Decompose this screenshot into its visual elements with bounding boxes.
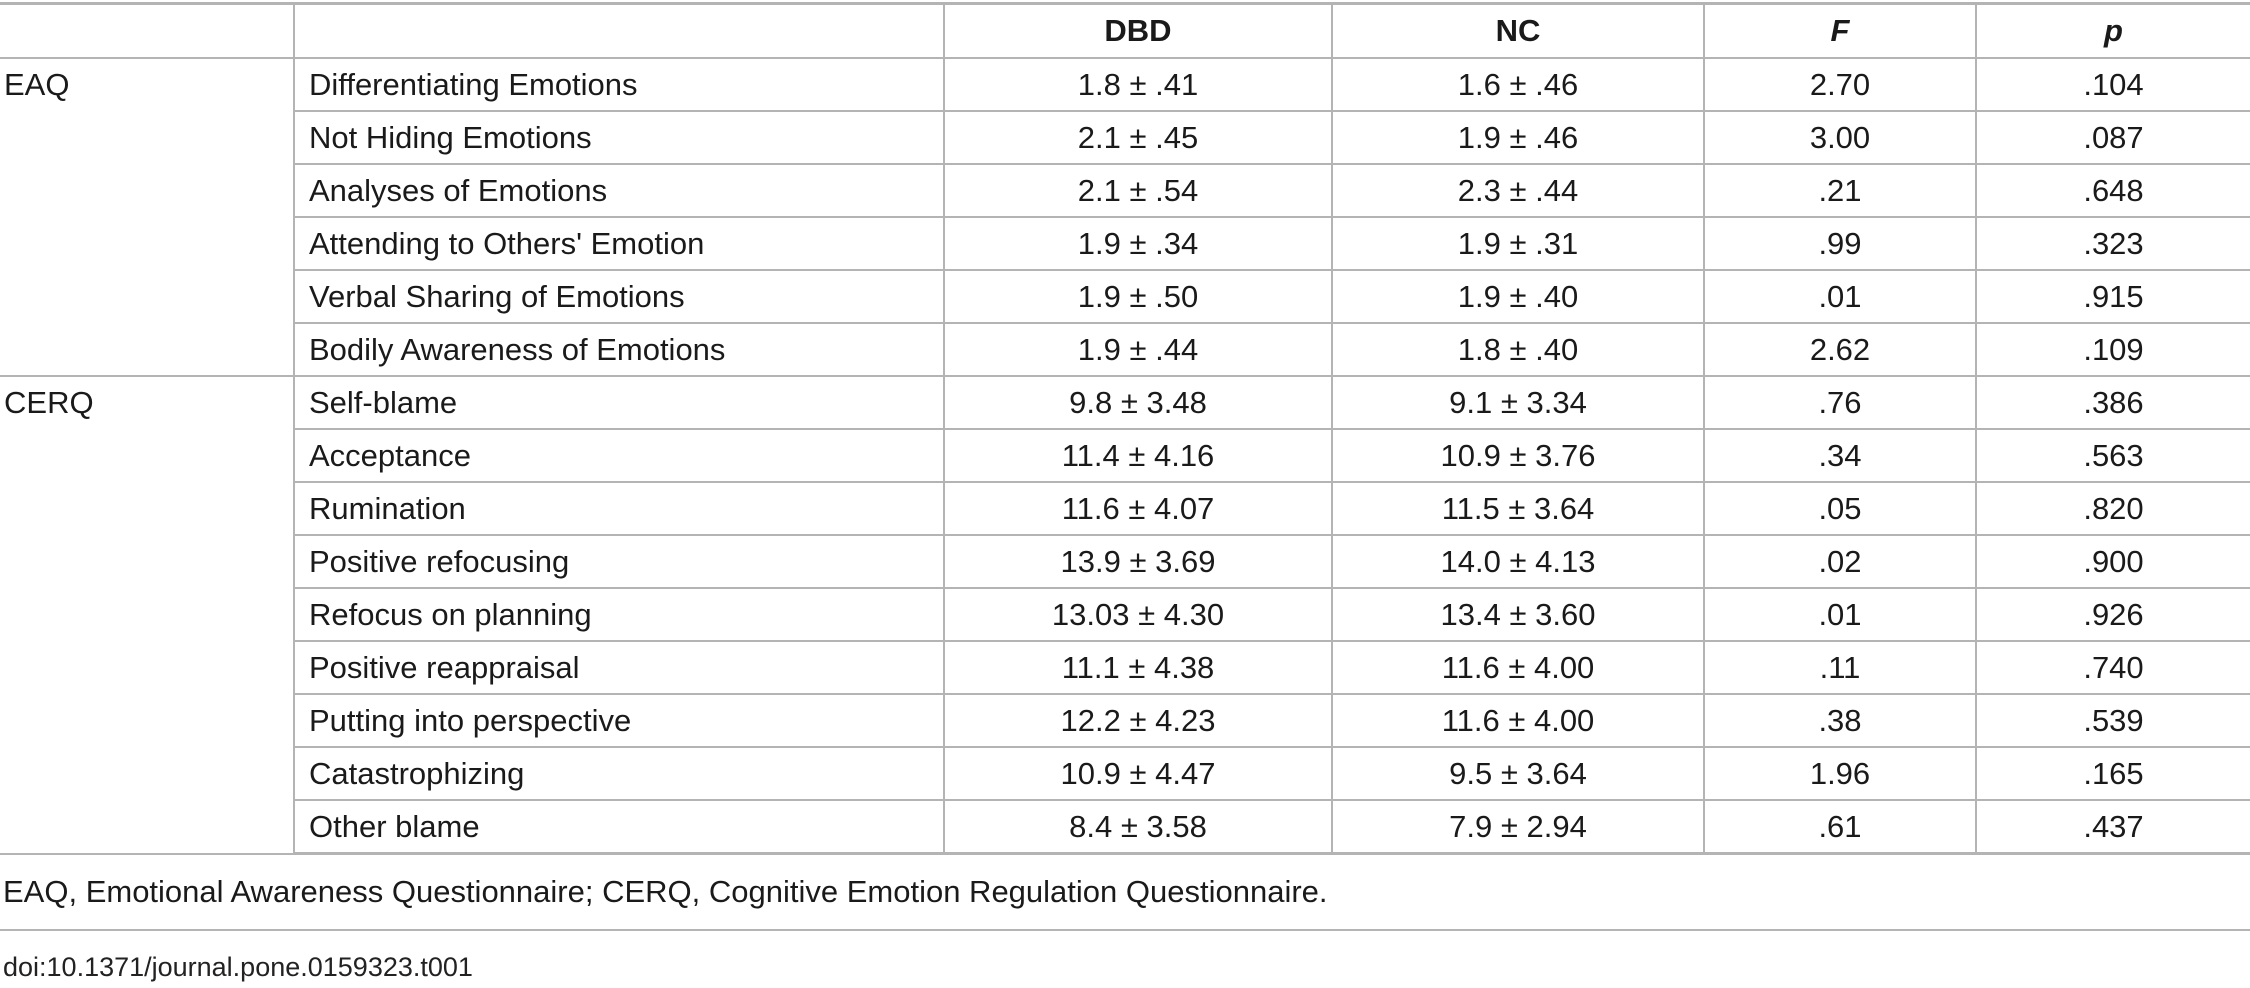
cell-dbd: 11.4 ± 4.16 [944, 429, 1332, 482]
table-row [0, 482, 2250, 535]
cell-measure: Acceptance [294, 429, 944, 482]
cell-measure: Rumination [294, 482, 944, 535]
table-row [0, 270, 2250, 323]
cell-nc: 1.9 ± .40 [1332, 270, 1704, 323]
cell-f: .05 [1704, 482, 1976, 535]
cell-dbd: 1.9 ± .50 [944, 270, 1332, 323]
table-row [0, 217, 2250, 270]
cell-dbd: 13.9 ± 3.69 [944, 535, 1332, 588]
table-row [0, 111, 2250, 164]
header-dbd: DBD [944, 4, 1332, 59]
table-row [0, 376, 2250, 429]
table-row [0, 164, 2250, 217]
cell-dbd: 9.8 ± 3.48 [944, 376, 1332, 429]
table-row [0, 429, 2250, 482]
cell-nc: 1.9 ± .31 [1332, 217, 1704, 270]
cell-group [0, 111, 294, 164]
cell-dbd: 13.03 ± 4.30 [944, 588, 1332, 641]
cell-group [0, 323, 294, 376]
cell-p: .648 [1976, 164, 2250, 217]
cell-f: .01 [1704, 270, 1976, 323]
cell-dbd: 8.4 ± 3.58 [944, 800, 1332, 854]
cell-group [0, 482, 294, 535]
cell-measure: Self-blame [294, 376, 944, 429]
cell-dbd: 2.1 ± .54 [944, 164, 1332, 217]
cell-p: .323 [1976, 217, 2250, 270]
cell-f: .38 [1704, 694, 1976, 747]
cell-group [0, 429, 294, 482]
cell-nc: 14.0 ± 4.13 [1332, 535, 1704, 588]
cell-measure: Other blame [294, 800, 944, 854]
cell-group [0, 270, 294, 323]
cell-nc: 2.3 ± .44 [1332, 164, 1704, 217]
table-footnote: EAQ, Emotional Awareness Questionnaire; CERQ, Cognitive Emotion Regulation Questionnaire. [3, 874, 1328, 909]
table-row [0, 747, 2250, 800]
cell-group [0, 164, 294, 217]
cell-group [0, 694, 294, 747]
cell-p: .900 [1976, 535, 2250, 588]
cell-p: .740 [1976, 641, 2250, 694]
cell-group: CERQ [4, 385, 94, 420]
cell-f: .76 [1704, 376, 1976, 429]
table-row [0, 641, 2250, 694]
cell-f: .01 [1704, 588, 1976, 641]
cell-measure: Analyses of Emotions [294, 164, 944, 217]
results-table [0, 2, 2250, 855]
cell-f: 3.00 [1704, 111, 1976, 164]
cell-nc: 11.6 ± 4.00 [1332, 641, 1704, 694]
cell-dbd: 12.2 ± 4.23 [944, 694, 1332, 747]
cell-nc: 1.9 ± .46 [1332, 111, 1704, 164]
cell-p: .109 [1976, 323, 2250, 376]
cell-p: .915 [1976, 270, 2250, 323]
cell-measure: Not Hiding Emotions [294, 111, 944, 164]
cell-p: .165 [1976, 747, 2250, 800]
table-row [0, 694, 2250, 747]
cell-f: .02 [1704, 535, 1976, 588]
cell-dbd: 1.9 ± .44 [944, 323, 1332, 376]
header-group [0, 4, 294, 59]
cell-measure: Differentiating Emotions [294, 58, 944, 111]
cell-p: .087 [1976, 111, 2250, 164]
table-row [0, 535, 2250, 588]
cell-nc: 9.5 ± 3.64 [1332, 747, 1704, 800]
cell-f: .34 [1704, 429, 1976, 482]
cell-measure: Attending to Others' Emotion [294, 217, 944, 270]
header-f: F [1704, 4, 1976, 59]
cell-f: 2.62 [1704, 323, 1976, 376]
cell-nc: 11.5 ± 3.64 [1332, 482, 1704, 535]
cell-nc: 10.9 ± 3.76 [1332, 429, 1704, 482]
table-row [0, 323, 2250, 376]
cell-measure: Positive refocusing [294, 535, 944, 588]
cell-nc: 9.1 ± 3.34 [1332, 376, 1704, 429]
cell-dbd: 1.9 ± .34 [944, 217, 1332, 270]
cell-nc: 7.9 ± 2.94 [1332, 800, 1704, 854]
cell-f: 1.96 [1704, 747, 1976, 800]
cell-group [0, 217, 294, 270]
cell-measure: Bodily Awareness of Emotions [294, 323, 944, 376]
doi-divider [0, 929, 2250, 931]
header-measure [294, 4, 944, 59]
cell-group [0, 641, 294, 694]
cell-group [0, 535, 294, 588]
table-row [0, 800, 2250, 854]
cell-p: .563 [1976, 429, 2250, 482]
cell-dbd: 1.8 ± .41 [944, 58, 1332, 111]
doi-label: doi:10.1371/journal.pone.0159323.t001 [3, 952, 473, 982]
cell-p: .437 [1976, 800, 2250, 854]
table-row [0, 588, 2250, 641]
cell-f: .61 [1704, 800, 1976, 854]
cell-group [0, 747, 294, 800]
cell-measure: Positive reappraisal [294, 641, 944, 694]
table-row [0, 58, 2250, 111]
cell-p: .104 [1976, 58, 2250, 111]
cell-measure: Putting into perspective [294, 694, 944, 747]
cell-p: .386 [1976, 376, 2250, 429]
cell-p: .539 [1976, 694, 2250, 747]
cell-group [0, 588, 294, 641]
cell-p: .926 [1976, 588, 2250, 641]
cell-measure: Verbal Sharing of Emotions [294, 270, 944, 323]
header-nc: NC [1332, 4, 1704, 59]
cell-dbd: 10.9 ± 4.47 [944, 747, 1332, 800]
cell-measure: Refocus on planning [294, 588, 944, 641]
cell-dbd: 11.1 ± 4.38 [944, 641, 1332, 694]
cell-dbd: 11.6 ± 4.07 [944, 482, 1332, 535]
table-body [0, 58, 2250, 854]
table-header-row [0, 4, 2250, 59]
cell-nc: 13.4 ± 3.60 [1332, 588, 1704, 641]
header-p: p [1976, 4, 2250, 59]
cell-p: .820 [1976, 482, 2250, 535]
cell-measure: Catastrophizing [294, 747, 944, 800]
cell-group: EAQ [4, 67, 70, 102]
cell-nc: 1.8 ± .40 [1332, 323, 1704, 376]
cell-f: .11 [1704, 641, 1976, 694]
cell-f: .21 [1704, 164, 1976, 217]
cell-nc: 1.6 ± .46 [1332, 58, 1704, 111]
cell-f: 2.70 [1704, 58, 1976, 111]
cell-group [0, 800, 294, 854]
cell-f: .99 [1704, 217, 1976, 270]
cell-nc: 11.6 ± 4.00 [1332, 694, 1704, 747]
cell-dbd: 2.1 ± .45 [944, 111, 1332, 164]
